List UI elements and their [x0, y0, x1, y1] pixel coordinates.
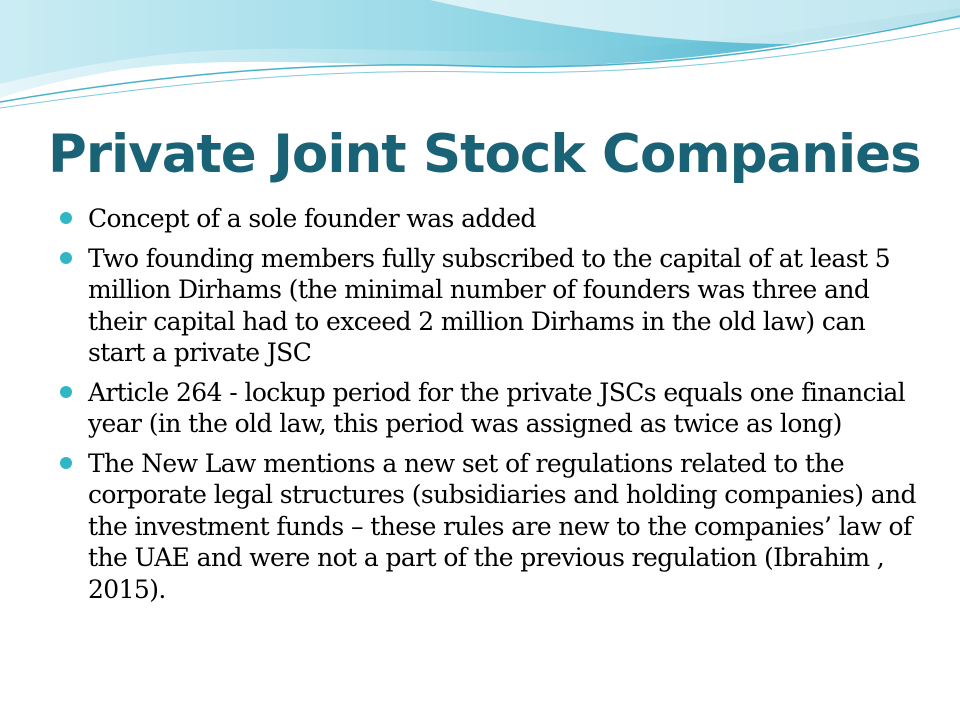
bullet-icon — [60, 212, 72, 224]
header-wave-decoration — [0, 0, 960, 120]
bullet-list — [60, 203, 920, 613]
bullet-icon — [60, 252, 72, 264]
bullet-icon — [60, 386, 72, 398]
bullet-text: Article 264 - lockup period for the private JSCs equals one financial year (in the old law, this period was assigned as twice as long) — [88, 377, 906, 438]
bullet-item — [60, 203, 920, 235]
bullet-item — [60, 448, 920, 606]
bullet-text: Two founding members fully subscribed to the capital of at least 5 million Dirhams (the minimal number of founders was three and their capital had to exceed 2 million Dirhams in the old law) can start a private JSC — [88, 243, 891, 367]
bullet-item — [60, 243, 920, 369]
bullet-text: Concept of a sole founder was added — [88, 204, 536, 233]
bullet-icon — [60, 457, 72, 469]
slide-title: Private Joint Stock Companies — [48, 124, 921, 185]
bullet-item — [60, 377, 920, 440]
bullet-text: The New Law mentions a new set of regulations related to the corporate legal structures (subsidiaries and holding companies) and the investment funds – these rules are new to the companies’ law of the UAE and were not a part of the previous regulation (Ibrahim , 2015). — [88, 448, 916, 604]
